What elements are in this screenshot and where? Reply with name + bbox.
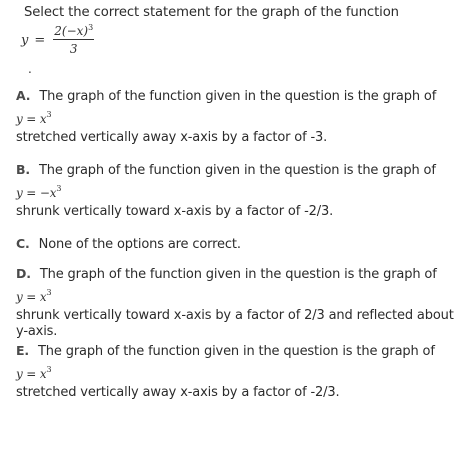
option-b-math [16,185,466,201]
option-a-math [16,111,466,127]
option-d-math-base: y = x [16,290,47,304]
option-e-statement [16,343,466,360]
option-e[interactable] [16,343,466,401]
option-a-text: The graph of the function given in the question is the graph of [39,89,437,104]
option-d-tail: shrunk vertically toward x-axis by a factor of 2/3 and reflected about y-axis. [16,308,454,339]
option-a[interactable] [16,88,466,146]
option-b-text: The graph of the function given in the question is the graph of [38,163,436,178]
equation-lhs: y [21,32,29,48]
equation-numerator [53,24,94,39]
question-equation [21,18,94,62]
equation-denominator: 3 [53,39,94,56]
option-b-math-exponent: 3 [56,184,62,193]
option-e-math-exponent: 3 [46,365,52,374]
option-e-math [16,366,466,382]
option-e-letter: E. [16,343,29,358]
option-b-letter: B. [16,162,30,177]
option-a-tail: stretched vertically away x-axis by a factor of -3. [16,130,328,145]
option-d-letter: D. [16,266,31,281]
equation-fraction [53,24,94,56]
option-a-statement [16,88,466,105]
option-b-tail: shrunk vertically toward x-axis by a factor of -2/3. [16,204,334,219]
option-b[interactable] [16,162,466,220]
question-trailing-dot: . [28,62,32,76]
option-e-text: The graph of the function given in the question is the graph of [38,344,435,359]
option-a-math-exponent: 3 [46,110,52,119]
option-d-math-exponent: 3 [46,288,52,297]
question-prompt: Select the correct statement for the graph of the function [24,5,399,20]
option-b-math-base: y = −x [16,186,57,200]
numerator-exponent: 3 [88,23,94,32]
option-c-text: None of the options are correct. [38,237,241,252]
option-d-math [16,289,466,305]
numerator-base: 2(−x) [54,24,89,38]
option-a-math-base: y = x [16,112,47,126]
option-d-text: The graph of the function given in the question is the graph of [39,267,437,282]
option-c-statement [16,236,466,253]
option-b-statement [16,162,466,179]
option-e-tail: stretched vertically away x-axis by a factor of -2/3. [16,385,340,400]
option-d-statement [16,266,466,283]
equation-equals: = [34,32,46,48]
option-e-math-base: y = x [16,367,47,381]
option-c[interactable] [16,236,466,253]
option-a-letter: A. [16,88,31,103]
option-c-letter: C. [16,236,30,251]
option-d[interactable] [16,266,466,340]
